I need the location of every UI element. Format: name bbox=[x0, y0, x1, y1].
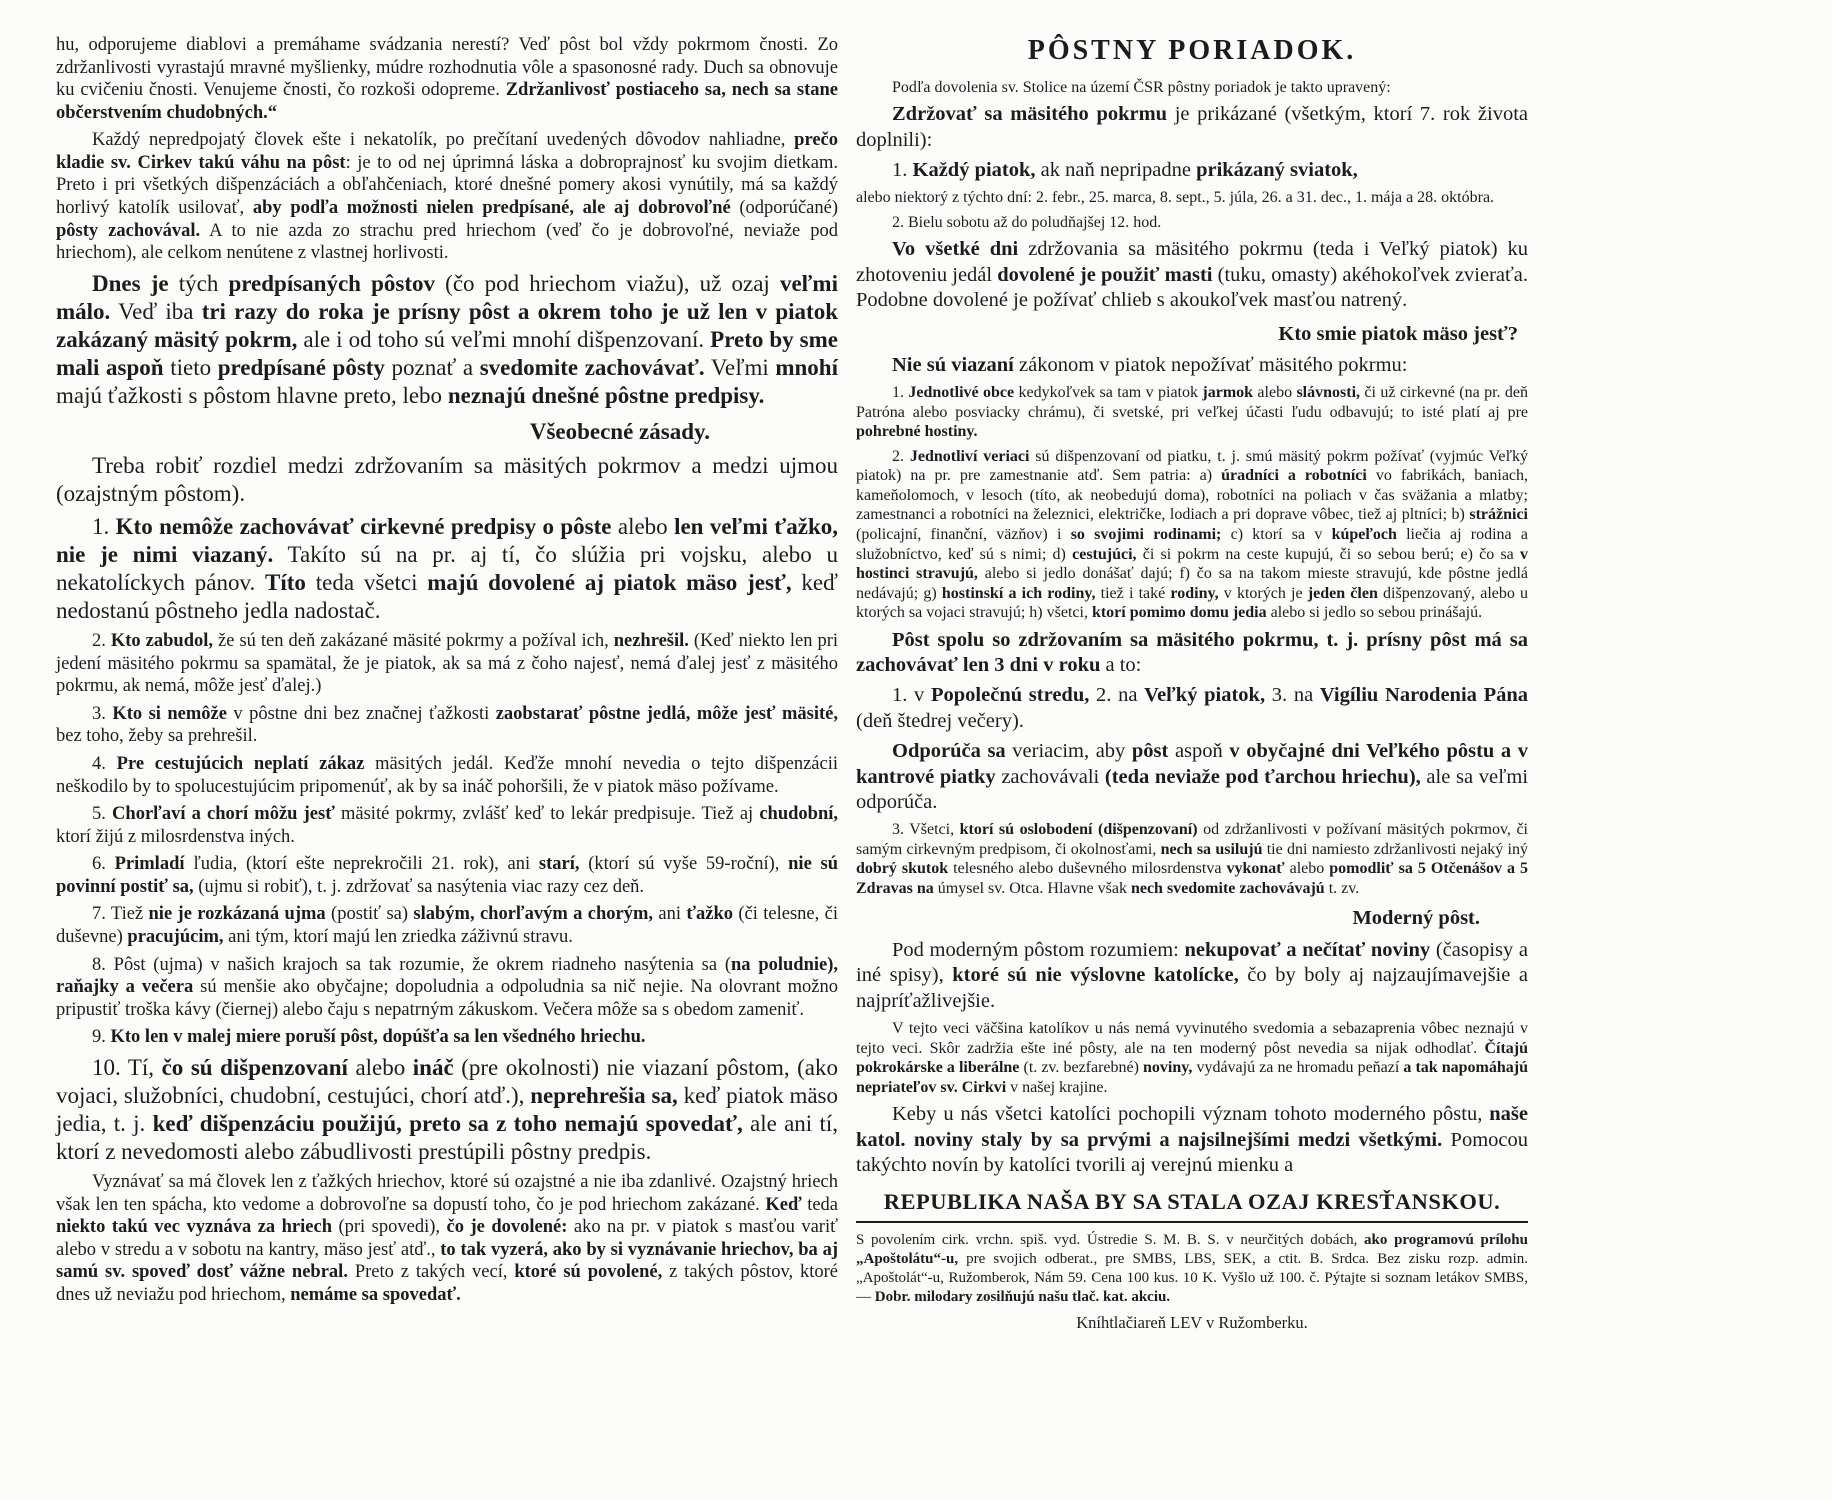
section-heading: Moderný pôst. bbox=[1352, 907, 1480, 930]
paragraph: 10. Tí, čo sú dišpenzovaní alebo ináč (pre okolnosti) nie viazaní pôstom, (ako vojaci, služobníci, chudobní, cestujúci, chorí atď.), neprehrešia sa, keď piatok mäso jedia, t. j. keď dišpenzáciu použijú, preto sa z toho nemajú spovedať, ale ani tí, ktorí z nevedomosti alebo zábudlivosti prestúpili pôstny predpis. bbox=[56, 1054, 839, 1164]
paragraph: 2. Jednotliví veriaci sú dišpenzovaní od piatku, t. j. smú mäsitý pokrm požívať (vyjmúc Veľký piatok) na pr. pre zamestnanie atď. Sem patria: a) úradníci a robotníci vo fabrikách, baniach, kameňolomoch, v lesoch (títo, ak neobedujú doma), robotníci na poliach v čas sväžania a mlatby; zamestnanci a robotníci na železnici, električke, lodiach a pri doprave vôbec, tiež aj pltníci; b) strážnici (policajní, finanční, väzňov) i so svojimi rodinami; c) ktorí sa v kúpeľoch liečia aj rodina a služobníctvo, keď sú s nimi; d) cestujúci, či si pokrm na ceste kupujú, či so sebou berú; e) čo sa v hostinci stravujú, alebo si jedlo donášať dajú; f) čo sa na takom mieste stravujú, kde pôstne jedlá nedávajú; g) hostinskí a ich rodiny, tiež i také rodiny, v ktorých je jeden člen dišpenzovaný, alebo u ktorých sa vojaci stravujú; h) všetci, ktorí pomimo domu jedia alebo si jedlo so sebou prinášajú. bbox=[856, 447, 1529, 622]
paragraph: 3. Všetci, ktorí sú oslobodení (dišpenzovaní) od zdržanlivosti v požívaní mäsitých pokrmov, či samým cirkevným predpisom, či okolnosťami, nech sa usilujú tie dni namiesto zdržanlivosti nejaký iný dobrý skutok telesného alebo duševného milosrdenstva vykonať alebo pomodliť sa 5 Otčenášov a 5 Zdravas na úmysel sv. Otca. Hlavne však nech svedomite zachovávajú t. zv. bbox=[856, 821, 1528, 897]
right-column bbox=[856, 34, 1528, 1333]
page-title: PÔSTNY PORIADOK. bbox=[1027, 35, 1357, 66]
paragraph: 7. Tiež nie je rozkázaná ujma (postiť sa) slabým, chorľavým a chorým, ani ťažko (či telesne, či duševne) pracujúcim, ani tým, ktorí majú len zriedka záživnú stravu. bbox=[56, 904, 838, 947]
paragraph: Nie sú viazaní zákonom v piatok nepožívať mäsitého pokrmu: bbox=[892, 353, 1408, 376]
paragraph: 1. v Popolečnú stredu, 2. na Veľký piatok, 3. na Vigíliu Narodenia Pána (deň štedrej večery). bbox=[856, 684, 1529, 732]
paragraph: 2. Bielu sobotu až do poludňajšej 12. hod. bbox=[892, 213, 1162, 231]
paragraph: Zdržovať sa mäsitého pokrmu je prikázané (všetkým, ktorí 7. rok života doplnili): bbox=[856, 103, 1528, 151]
paragraph: Treba robiť rozdiel medzi zdržovaním sa mäsitých pokrmov a medzi ujmou (ozajstným pôstom). bbox=[56, 452, 838, 506]
footnote: S povolením cirk. vrchn. spiš. vyd. Ústredie S. M. B. S. v neurčitých dobách, ako programovú prílohu „Apoštolátu“-u, pre svojich odberat., pre SMBS, LBS, SEK, a ctit. B. Srdca. Bez zisku rozp. admin. „Apoštolát“-u, Ružomberok, Nám 59. Cena 100 kus. 10 K. Vyšlo už 100. č. Pýtajte si soznam letákov SMBS, — Dobr. milodary zosilňujú našu tlač. kat. akciu. bbox=[856, 1231, 1528, 1305]
paragraph: alebo niektorý z týchto dní: 2. febr., 25. marca, 8. sept., 5. júla, 26. a 31. dec., 1. mája a 28. októbra. bbox=[856, 189, 1495, 207]
paragraph: hu, odporujeme diablovi a premáhame svádzania nerestí? Veď pôst bol vždy pokrmom čnosti. Zo zdržanlivosti vyrastajú mravné myšlienky, múdre rozhodnutia vôle a spasonosné rady. Duch sa obnovuje ku cvičeniu čnosti. Venujeme čnosti, čo rozkoši odopreme. Zdržanlivosť postiaceho sa, nech sa stane občerstvením chudobných.“ bbox=[56, 35, 839, 123]
paragraph: 8. Pôst (ujma) v našich krajoch sa tak rozumie, že okrem riadneho nasýtenia sa (na poludnie), raňajky a večera sú menšie ako obyčajne; dopoludnia a odpoludnia sa nič nejie. Na olovrant možno pripustiť troška kávy (čiernej) alebo čaju s nepatrným zákuskom. Večera môže sa s obedom zameniť. bbox=[56, 954, 838, 1020]
paragraph: 1. Kto nemôže zachovávať cirkevné predpisy o pôste alebo len veľmi ťažko, nie je nimi viazaný. Takíto sú na pr. aj tí, čo slúžia pri vojsku, alebo u nekatolíckych pánov. Títo teda všetci majú dovolené aj piatok mäso jesť, keď nedostanú pôstneho jedla nadostač. bbox=[56, 514, 839, 624]
paragraph: 2. Kto zabudol, že sú ten deň zakázané mäsité pokrmy a požíval ich, nezhrešil. (Keď niekto len pri jedení mäsitého pokrmu sa spamätal, že je piatok, ak sa má z čoho najesť, nemá ďalej jesť z mäsitého pokrmu, ak nemá, môže jesť ďalej.) bbox=[56, 631, 839, 697]
imprint: Kníhtlačiareň LEV v Ružomberku. bbox=[1076, 1312, 1308, 1332]
paragraph: 3. Kto si nemôže v pôstne dni bez značnej ťažkosti zaobstarať pôstne jedlá, môže jesť mäsité, bez toho, žeby sa prehrešil. bbox=[56, 703, 839, 747]
paragraph: Každý nepredpojatý človek ešte i nekatolík, po prečítaní uvedených dôvodov nahliadne, prečo kladie sv. Cirkev takú váhu na pôst: je to od nej úprimná láska a dobroprajnosť ku svojim dietkam. Preto i pri všetkých dišpenzáciách a obľahčeniach, ktoré dnešné pomery akosi vynútily, má sa každý horlivý katolík usilovať, aby podľa možnosti nielen predpísané, ale aj dobrovoľné (odporúčané) pôsty zachovával. A to nie azda zo strachu pred hriechom (veď čo je dobrovoľné, neviaže pod hriechom), ale celkom nenútene z vlastnej horlivosti. bbox=[56, 130, 839, 264]
paragraph: 9. Kto len v malej miere poruší pôst, dopúšťa sa len všedného hriechu. bbox=[92, 1027, 646, 1048]
paragraph: 4. Pre cestujúcich neplatí zákaz mäsitých jedál. Keďže mnohí nevedia o tejto dišpenzácii neškodilo by to spolucestujúcim pripomenúť, ak by sa ináč pohoršili, že v piatok mäso požívame. bbox=[56, 754, 838, 797]
slogan: REPUBLIKA NAŠA BY SA STALA OZAJ KRESŤANSKOU. bbox=[883, 1189, 1501, 1215]
section-heading: Kto smie piatok mäso jesť? bbox=[1278, 322, 1518, 345]
paragraph: Vo všetké dni zdržovania sa mäsitého pokrmu (teda i Veľký piatok) ku zhotoveniu jedál dovolené je použiť masti (tuku, omasty) akéhokoľvek zvieraťa. Podobne dovolené je požívať chlieb s akoukoľvek masťou natrený. bbox=[856, 238, 1528, 312]
paragraph: 6. Primladí ľudia, (ktorí ešte neprekročili 21. rok), ani starí, (ktorí sú vyše 59-roční), nie sú povinní postiť sa, (ujmu si robiť), t. j. zdržovať sa nasýtenia viac razy cez deň. bbox=[56, 854, 839, 897]
paragraph: Podľa dovolenia sv. Stolice na území ČSR pôstny poriadok je takto upravený: bbox=[892, 78, 1391, 96]
paragraph: Odporúča sa veriacim, aby pôst aspoň v obyčajné dni Veľkého pôstu a v kantrové piatky zachovávali (teda neviaže pod ťarchou hriechu), ale sa veľmi odporúča. bbox=[856, 740, 1529, 814]
paragraph: 1. Každý piatok, ak naň nepripadne prikázaný sviatok, bbox=[892, 158, 1358, 181]
divider-rule bbox=[856, 1221, 1528, 1223]
left-column bbox=[56, 34, 838, 1311]
paragraph: 5. Chorľaví a chorí môžu jesť mäsité pokrmy, zvlášť keď to lekár predpisuje. Tiež aj chudobní, ktorí žijú z milosrdenstva iných. bbox=[56, 804, 839, 847]
paragraph: Pôst spolu so zdržovaním sa mäsitého pokrmu, t. j. prísny pôst má sa zachovávať len 3 dni v roku a to: bbox=[856, 628, 1528, 676]
paragraph: Keby u nás všetci katolíci pochopili význam tohoto moderného pôstu, naše katol. noviny staly by sa prvými a najsilnejšími medzi všetkými. Pomocou takýchto novín by katolíci tvorili aj verejnú mienku a bbox=[856, 1103, 1528, 1176]
paragraph: Dnes je tých predpísaných pôstov (čo pod hriechom viažu), už ozaj veľmi málo. Veď iba tri razy do roka je prísny pôst a okrem toho je už len v piatok zakázaný mäsitý pokrm, ale i od toho sú veľmi mnohí dišpenzovaní. Preto by sme mali aspoň tieto predpísané pôsty poznať a svedomite zachovávať. Veľmi mnohí majú ťažkosti s pôstom hlavne preto, lebo neznajú dnešné pôstne predpisy. bbox=[56, 270, 838, 408]
paragraph: Vyznávať sa má človek len z ťažkých hriechov, ktoré sú ozajstné a nie iba zdanlivé. Ozajstný hriech však len ten spácha, kto vedome a dobrovoľne sa dopustí toho, čo je pod hriechom zakázané. Keď teda niekto takú vec vyznáva za hriech (pri spovedi), čo je dovolené: ako na pr. v piatok s masťou variť alebo v stredu a v sobotu na kantry, mäso jesť atď., to tak vyzerá, ako by si vyznávanie hriechov, ba aj samú sv. spoveď dosť vážne nebral. Preto z takých vecí, ktoré sú povolené, z takých pôstov, ktoré dnes už neviažu pod hriechom, nemáme sa spovedať. bbox=[56, 1171, 839, 1305]
paragraph: 1. Jednotlivé obce kedykoľvek sa tam v piatok jarmok alebo slávnosti, či už cirkevné (na pr. deň Patróna alebo posviacky chrámu), či svetské, pri veľkej účasti ľudu odbavujú; to isté platí aj pre pohrebné hostiny. bbox=[856, 384, 1529, 441]
section-heading: Všeobecné zásady. bbox=[529, 418, 710, 444]
paragraph: Pod moderným pôstom rozumiem: nekupovať a nečítať noviny (časopisy a iné spisy), ktoré sú nie výslovne katolícke, čo by boly aj najzaujímavejšie a najpríťažlivejšie. bbox=[856, 938, 1529, 1012]
paragraph: V tejto veci väčšina katolíkov u nás nemá vyvinutého svedomia a sebazaprenia vôbec neznajú v tejto veci. Skôr zadržia ešte iné pôsty, ale na ten moderný pôst nevedia sa nijak odhodlať. Čítajú pokrokárske a liberálne (t. zv. bezfarebné) noviny, vydávajú za ne hromadu peňazí a tak napomáhajú nepriateľov sv. Cirkvi v našej krajine. bbox=[856, 1020, 1529, 1096]
